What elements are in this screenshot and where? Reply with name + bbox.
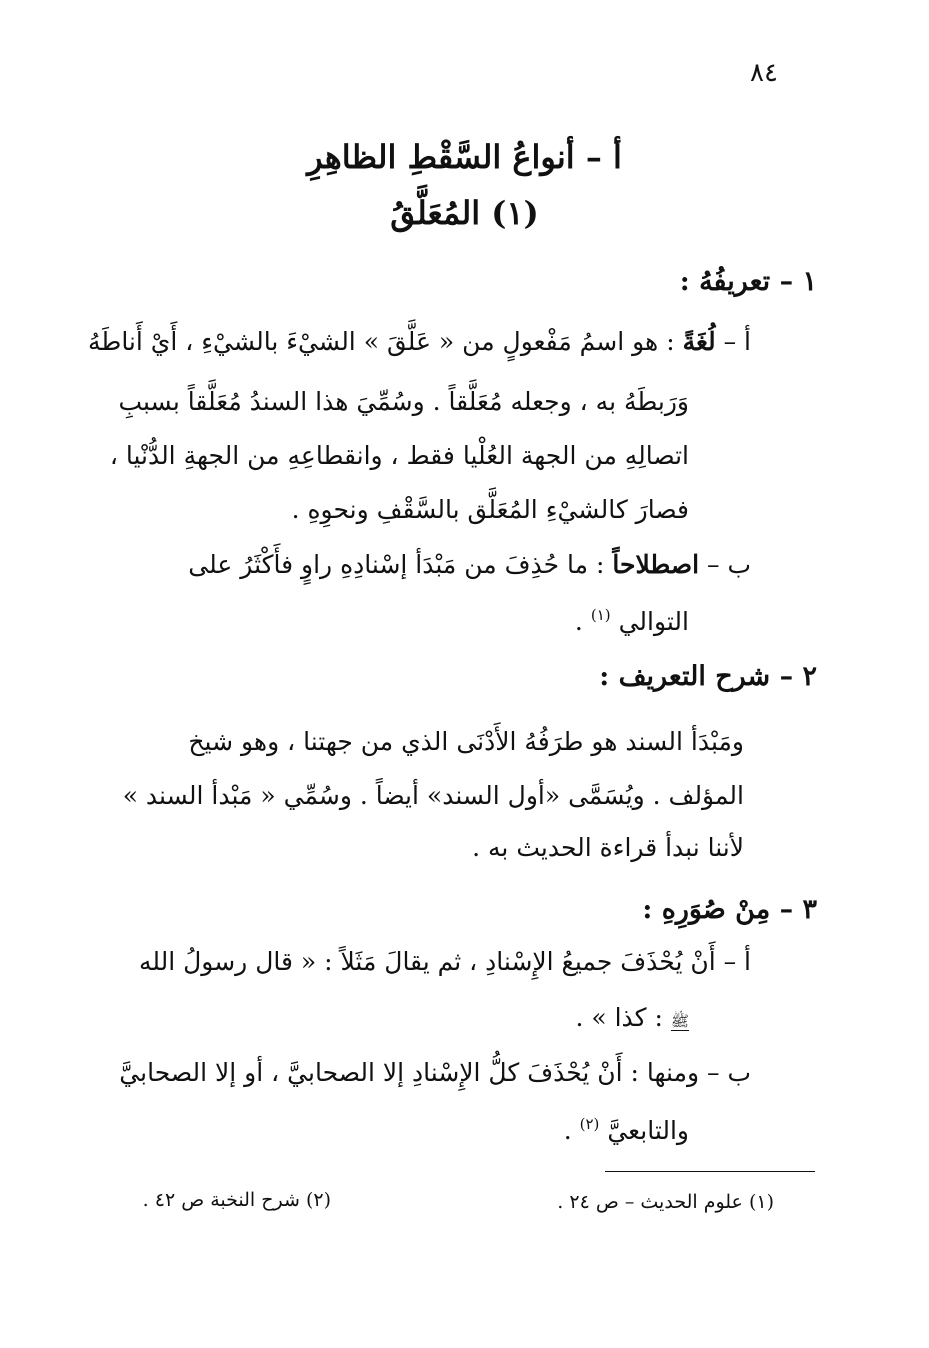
definition-istilah-prefix: ب – <box>699 550 751 579</box>
form-a-line-2 <box>575 998 689 1041</box>
explanation-line-1: ومَبْدَأ السند هو طرَفُهُ الأَدْنَى الذي من جهتنا ، وهو شيخ <box>188 727 744 756</box>
definition-lugha-term: لُغَةً <box>682 327 716 356</box>
form-b-end-text: والتابعيَّ <box>607 1116 689 1145</box>
explanation-line-2: المؤلف . ويُسَمَّى «أول السند» أيضاً . وسُمِّي « مَبْدأ السند » <box>122 781 744 810</box>
form-b-line-2 <box>564 1104 689 1151</box>
definition-istilah-term: اصطلاحاً <box>612 550 700 579</box>
chapter-subtitle: (١) المُعَلَّقُ <box>390 194 539 232</box>
definition-lugha-line-3: اتصالِهِ من الجهة العُلْيا فقط ، وانقطاعِهِ من الجهةِ الدُّنْيا ، <box>109 441 689 470</box>
definition-istilah-text: : ما حُذِفَ من مَبْدَأ إسْنادِهِ راوٍ فأَكْثَرُ على <box>188 550 613 579</box>
form-a-line-2-text: : كذا » . <box>575 1003 671 1032</box>
footnote-1: (١) علوم الحديث – ص ٢٤ . <box>557 1191 774 1213</box>
section-2-heading: ٢ – شرح التعريف : <box>599 661 817 692</box>
definition-istilah-line-2 <box>575 595 689 642</box>
definition-lugha-line-4: فصارَ كالشيْءِ المُعَلَّق بالسَّقْفِ ونحوِهِ . <box>291 495 689 524</box>
explanation-line-3: لأننا نبدأ قراءة الحديث به . <box>472 833 744 862</box>
definition-lugha-line-2: وَرَبطَهُ به ، وجعله مُعَلَّقاً . وسُمِّيَ هذا السندُ مُعَلَّقاً بسببِ <box>118 387 689 416</box>
section-1-heading: ١ – تعريفُهُ : <box>679 266 817 297</box>
footnote-2: (٢) شرح النخبة ص ٤٢ . <box>142 1189 331 1211</box>
form-b-end-dot: . <box>563 1116 580 1145</box>
footnote-separator <box>605 1171 815 1172</box>
chapter-title: أ – أنواعُ السَّقْطِ الظاهِرِ <box>307 138 622 176</box>
definition-lugha-prefix: أ – <box>715 327 751 356</box>
footnote-ref-1: (١) <box>590 606 611 624</box>
definition-lugha-line-1 <box>88 322 751 362</box>
definition-istilah-end-text: التوالي <box>618 607 689 636</box>
definition-lugha-text: : هو اسمُ مَفْعولٍ من « عَلَّقَ » الشيْءَ بالشيْءِ ، أَيْ أَناطَهُ <box>88 327 683 356</box>
footnote-ref-2: (٢) <box>579 1115 600 1133</box>
definition-istilah-line-1 <box>188 545 751 585</box>
page-number: ٨٤ <box>750 58 778 88</box>
form-b-line-1: ب – ومنها : أَنْ يُحْذَفَ كلُّ الإِسْنادِ إلا الصحابيَّ ، أو إلا الصحابيَّ <box>119 1058 751 1087</box>
form-a-line-1: أ – أَنْ يُحْذَفَ جميعُ الإِسْنادِ ، ثم يقالَ مَثَلاً : « قال رسولُ الله <box>138 947 751 976</box>
section-3-heading: ٣ – مِنْ صُوَرِهِ : <box>642 894 817 925</box>
salawat-glyph: ﷺ <box>670 1012 689 1030</box>
definition-istilah-end-dot: . <box>574 607 591 636</box>
